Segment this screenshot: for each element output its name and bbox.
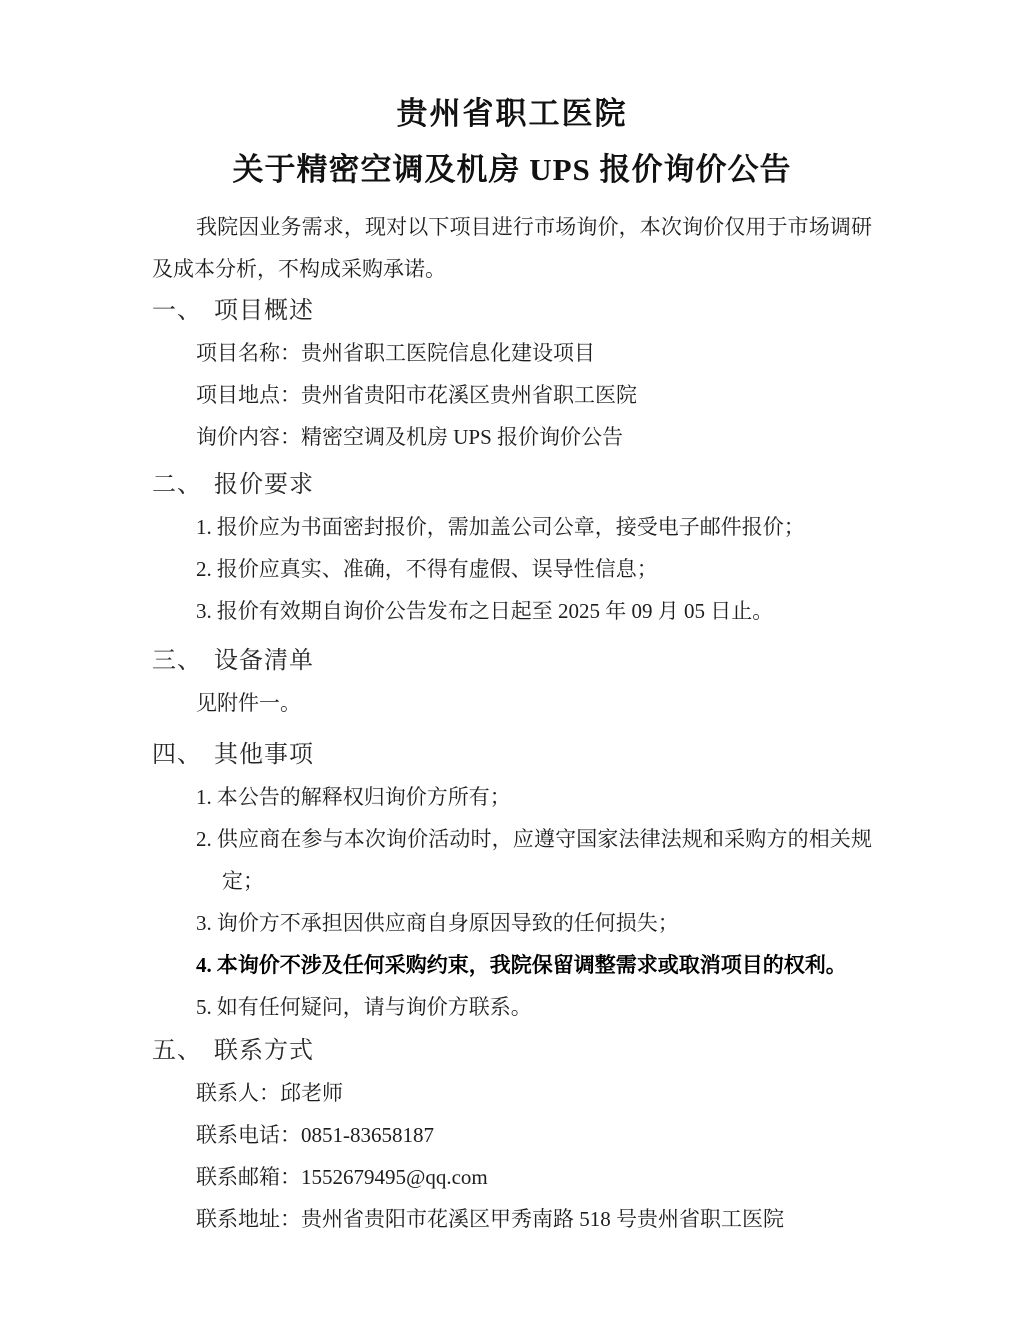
section-heading-contact-info bbox=[152, 1030, 872, 1072]
section-title: 报价要求 bbox=[214, 472, 314, 498]
numbered-item bbox=[152, 776, 872, 818]
item-text: 本公告的解释权归询价方所有； bbox=[216, 785, 511, 809]
numbered-item bbox=[152, 506, 872, 548]
item-number: 1. bbox=[196, 785, 212, 809]
section-number: 五、 bbox=[152, 1038, 202, 1064]
intro-paragraph: 我院因业务需求，现对以下项目进行市场询价，本次询价仅用于市场调研及成本分析，不构成采购承诺。 bbox=[152, 215, 872, 281]
inquiry-content-line: 询价内容：精密空调及机房 UPS 报价询价公告 bbox=[196, 425, 624, 449]
contact-phone-line: 联系电话：0851-83658187 bbox=[196, 1123, 434, 1147]
item-text: 报价应真实、准确，不得有虚假、误导性信息； bbox=[216, 557, 658, 581]
section-number: 一、 bbox=[152, 298, 202, 324]
numbered-item bbox=[152, 986, 872, 1028]
item-number: 2. bbox=[196, 827, 212, 851]
numbered-item-emphasized bbox=[152, 944, 872, 986]
section-heading-quote-requirements bbox=[152, 464, 872, 506]
section-quote-requirements bbox=[152, 464, 872, 632]
section-equipment-list bbox=[152, 640, 872, 724]
section-title: 联系方式 bbox=[214, 1038, 314, 1064]
section-title: 其他事项 bbox=[214, 742, 314, 768]
section-heading-equipment-list bbox=[152, 640, 872, 682]
project-name-line: 项目名称：贵州省职工医院信息化建设项目 bbox=[196, 341, 595, 365]
item-number: 5. bbox=[196, 995, 212, 1019]
item-number: 3. bbox=[196, 599, 212, 623]
document-title: 贵州省职工医院 bbox=[396, 96, 628, 131]
contact-person-line: 联系人：邱老师 bbox=[196, 1081, 343, 1105]
item-text: 供应商在参与本次询价活动时，应遵守国家法律法规和采购方的相关规定； bbox=[216, 827, 872, 893]
section-contact-info bbox=[152, 1030, 872, 1240]
section-number: 四、 bbox=[152, 742, 202, 768]
contact-email-line: 联系邮箱：1552679495@qq.com bbox=[196, 1165, 488, 1189]
project-location-line: 项目地点：贵州省贵阳市花溪区贵州省职工医院 bbox=[196, 383, 637, 407]
numbered-item bbox=[152, 818, 872, 902]
section-project-overview bbox=[152, 290, 872, 458]
item-number: 4. bbox=[196, 953, 212, 977]
section-title: 项目概述 bbox=[214, 298, 314, 324]
item-text: 本询价不涉及任何采购约束，我院保留调整需求或取消项目的权利。 bbox=[216, 953, 847, 977]
numbered-item bbox=[152, 548, 872, 590]
item-number: 1. bbox=[196, 515, 212, 539]
see-attachment-line: 见附件一。 bbox=[196, 691, 301, 715]
document-subtitle: 关于精密空调及机房 UPS 报价询价公告 bbox=[232, 152, 792, 187]
item-text: 报价有效期自询价公告发布之日起至 2025 年 09 月 05 日止。 bbox=[216, 599, 774, 623]
item-text: 报价应为书面密封报价，需加盖公司公章，接受电子邮件报价； bbox=[216, 515, 805, 539]
item-text: 如有任何疑问，请与询价方联系。 bbox=[216, 995, 532, 1019]
section-other-matters bbox=[152, 734, 872, 1028]
numbered-item bbox=[152, 590, 872, 632]
section-heading-other-matters bbox=[152, 734, 872, 776]
section-heading-project-overview bbox=[152, 290, 872, 332]
section-number: 二、 bbox=[152, 472, 202, 498]
section-number: 三、 bbox=[152, 648, 202, 674]
item-text: 询价方不承担因供应商自身原因导致的任何损失； bbox=[216, 911, 679, 935]
item-number: 2. bbox=[196, 557, 212, 581]
contact-address-line: 联系地址：贵州省贵阳市花溪区甲秀南路 518 号贵州省职工医院 bbox=[196, 1207, 784, 1231]
numbered-item bbox=[152, 902, 872, 944]
item-number: 3. bbox=[196, 911, 212, 935]
section-title: 设备清单 bbox=[214, 648, 314, 674]
